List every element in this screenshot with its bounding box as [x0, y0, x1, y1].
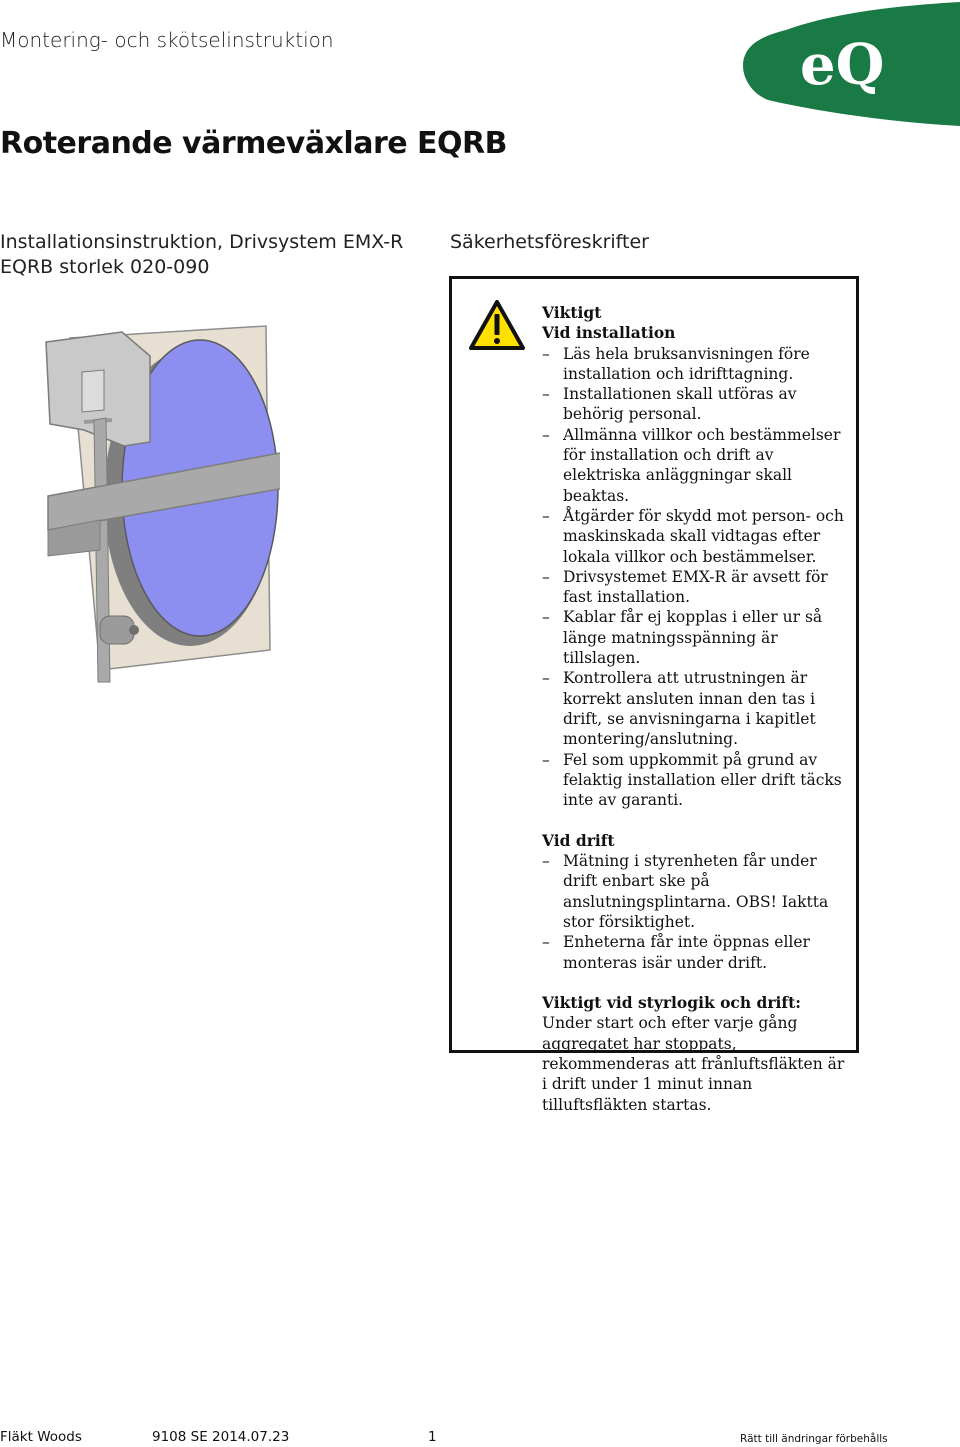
warning-triangle-icon: [468, 299, 526, 351]
drift-heading: Vid drift: [542, 830, 615, 850]
heat-exchanger-illustration: [40, 320, 280, 690]
footer-rights: Rätt till ändringar förbehålls: [740, 1433, 888, 1445]
page-title: Roterande värmeväxlare EQRB: [0, 126, 507, 161]
list-item: – Fel som uppkommit på grund av felaktig installation eller drift täcks inte av garanti.: [542, 750, 852, 811]
footer-doc-number: 9108 SE 2014.07.23: [152, 1429, 290, 1445]
drift-list: [542, 851, 852, 973]
viktigt-label: Viktigt: [542, 303, 602, 322]
list-item: – Enheterna får inte öppnas eller monteras isär under drift.: [542, 932, 852, 973]
drive-box: [82, 370, 104, 412]
list-item: – Drivsystemet EMX-R är avsett för fast installation.: [542, 567, 852, 608]
subtitle-left: [0, 230, 403, 280]
eq-logo: [740, 0, 960, 128]
list-item: – Kablar får ej kopplas i eller ur så länge matningsspänning är tillslagen.: [542, 607, 852, 668]
motor: [100, 616, 134, 644]
list-item: – Installationen skall utföras av behörig personal.: [542, 384, 852, 425]
footer-page-number: 1: [428, 1429, 437, 1445]
list-item: – Mätning i styrenheten får under drift enbart ske på anslutningsplintarna. OBS! Iaktta stor försiktighet.: [542, 851, 852, 932]
list-item: – Läs hela bruksanvisningen före installation och idrifttagning.: [542, 344, 852, 385]
installation-heading: Vid installation: [542, 323, 676, 343]
list-item: – Kontrollera att utrustningen är korrekt ansluten innan den tas i drift, se anvisningarna i kapitlet montering/anslutning.: [542, 668, 852, 749]
subtitle-line-1: Installationsinstruktion, Drivsystem EMX-R: [0, 231, 404, 253]
logo-text: eQ: [800, 32, 885, 98]
safety-content: [542, 303, 852, 1115]
styrlogik-heading: Viktigt vid styrlogik och drift:: [542, 993, 801, 1013]
list-item: – Allmänna villkor och bestämmelser för installation och drift av elektriska anläggningar skall beaktas.: [542, 425, 852, 506]
subtitle-right: Säkerhetsföreskrifter: [450, 231, 649, 253]
motor-shaft: [129, 625, 139, 635]
document-type: Montering- och skötselinstruktion: [0, 28, 334, 52]
styrlogik-text: Under start och efter varje gång aggregatet har stoppats, rekommenderas att frånluftsfläkten är i drift under 1 minut innan tilluftsfläkten startas.: [542, 1014, 845, 1114]
footer-company: Fläkt Woods: [0, 1429, 82, 1445]
safety-box: [449, 276, 859, 1114]
subtitle-line-2: EQRB storlek 020-090: [0, 256, 210, 278]
installation-list: [542, 344, 852, 811]
list-item: – Åtgärder för skydd mot person- och maskinskada skall vidtagas efter lokala villkor och bestämmelser.: [542, 506, 852, 567]
